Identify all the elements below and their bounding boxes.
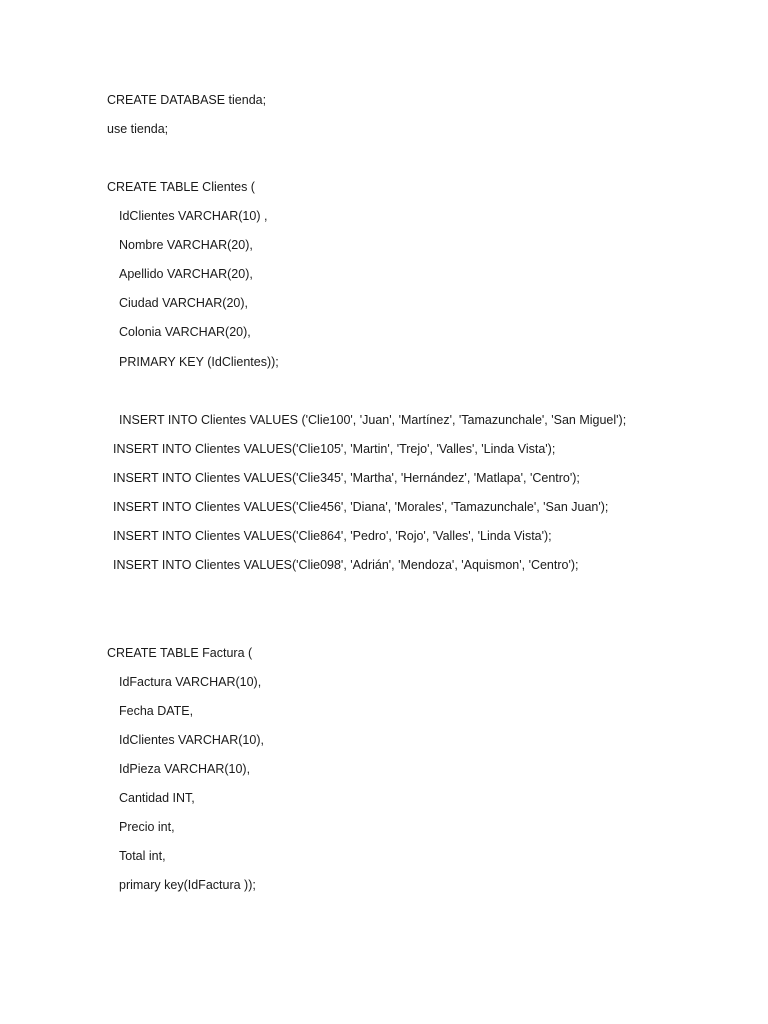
code-line: INSERT INTO Clientes VALUES ('Clie100', 'Juan', 'Martínez', 'Tamazunchale', 'San Miguel'); bbox=[119, 413, 627, 427]
code-line: INSERT INTO Clientes VALUES('Clie456', 'Diana', 'Morales', 'Tamazunchale', 'San Juan'); bbox=[113, 500, 609, 514]
code-line: IdPieza VARCHAR(10), bbox=[119, 762, 251, 776]
code-line: INSERT INTO Clientes VALUES('Clie864', 'Pedro', 'Rojo', 'Valles', 'Linda Vista'); bbox=[113, 529, 552, 543]
code-line: primary key(IdFactura )); bbox=[119, 878, 256, 892]
code-line: CREATE TABLE Clientes ( bbox=[107, 180, 255, 194]
code-line: Nombre VARCHAR(20), bbox=[119, 238, 253, 252]
code-line: CREATE TABLE Factura ( bbox=[107, 646, 253, 660]
code-line: IdFactura VARCHAR(10), bbox=[119, 675, 262, 689]
code-line: Ciudad VARCHAR(20), bbox=[119, 296, 248, 310]
code-line: INSERT INTO Clientes VALUES('Clie345', 'Martha', 'Hernández', 'Matlapa', 'Centro'); bbox=[113, 471, 580, 485]
code-line: IdClientes VARCHAR(10) , bbox=[119, 209, 268, 223]
code-line: INSERT INTO Clientes VALUES('Clie098', 'Adrián', 'Mendoza', 'Aquismon', 'Centro'); bbox=[113, 558, 579, 572]
code-line: Apellido VARCHAR(20), bbox=[119, 267, 253, 281]
code-line: PRIMARY KEY (IdClientes)); bbox=[119, 355, 279, 369]
code-line: Total int, bbox=[119, 849, 166, 863]
code-line: Precio int, bbox=[119, 820, 175, 834]
code-line: Cantidad INT, bbox=[119, 791, 195, 805]
code-line: IdClientes VARCHAR(10), bbox=[119, 733, 264, 747]
code-line: use tienda; bbox=[107, 122, 169, 136]
code-line: Colonia VARCHAR(20), bbox=[119, 325, 251, 339]
code-line: INSERT INTO Clientes VALUES('Clie105', 'Martin', 'Trejo', 'Valles', 'Linda Vista'); bbox=[113, 442, 556, 456]
code-line: Fecha DATE, bbox=[119, 704, 194, 718]
code-line: CREATE DATABASE tienda; bbox=[107, 93, 267, 107]
